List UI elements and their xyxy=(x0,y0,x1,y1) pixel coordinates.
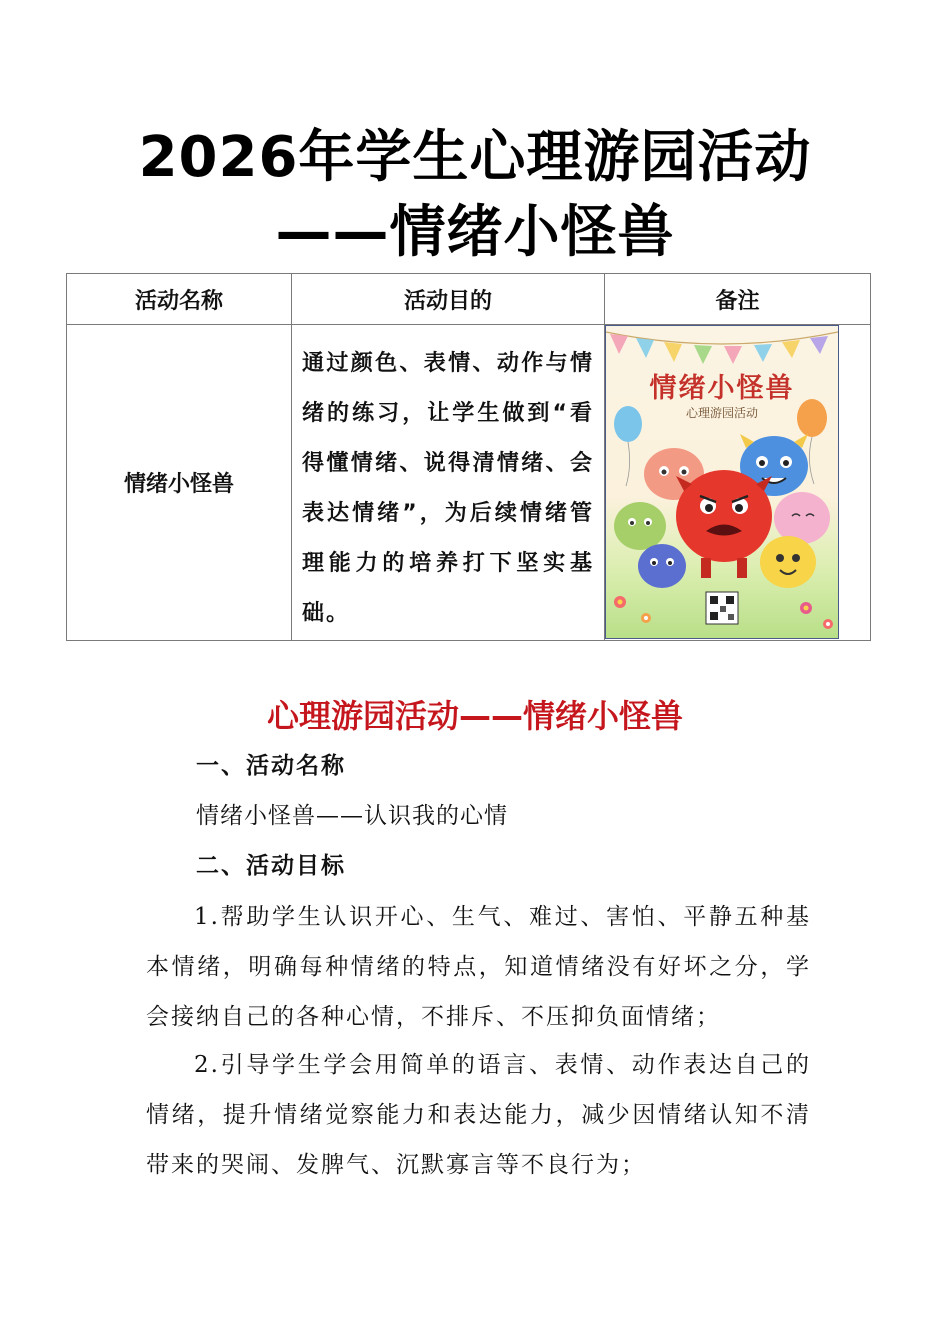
notes-cell xyxy=(605,325,871,641)
goal-paragraph-1: 1.帮助学生认识开心、生气、难过、害怕、平静五种基本情绪，明确每种情绪的特点，知道情绪没有好坏之分，学会接纳自己的各种心情，不排斥、不压抑负面情绪； xyxy=(146,904,811,1030)
section1-title: 一、活动名称 xyxy=(196,753,346,779)
header-activity-name: 活动名称 xyxy=(67,274,292,325)
section1-text: 情绪小怪兽——认识我的心情 xyxy=(196,803,508,829)
goal-paragraph-2: 2.引导学生学会用简单的语言、表情、动作表达自己的情绪，提升情绪觉察能力和表达能力，减少因情绪认知不清带来的哭闹、发脾气、沉默寡言等不良行为； xyxy=(146,1052,811,1178)
table-row xyxy=(67,325,871,641)
document-title-line1: 2026年学生心理游园活动 xyxy=(138,125,812,190)
header-activity-purpose: 活动目的 xyxy=(292,274,605,325)
poster-title: 情绪小怪兽 xyxy=(649,373,795,404)
poster-subtitle: 心理游园活动 xyxy=(685,406,758,420)
header-notes: 备注 xyxy=(605,274,871,325)
document-title-line2: ——情绪小怪兽 xyxy=(275,200,675,265)
table-header-row xyxy=(67,274,871,325)
activity-purpose-cell: 通过颜色、表情、动作与情绪的练习，让学生做到“看得懂情绪、说得清情绪、会表达情绪”，为后续情绪管理能力的培养打下坚实基础。 xyxy=(292,325,605,641)
section2-title: 二、活动目标 xyxy=(196,853,346,879)
activity-name-cell: 情绪小怪兽 xyxy=(67,325,292,641)
poster-image xyxy=(605,325,839,639)
section-heading: 心理游园活动——情绪小怪兽 xyxy=(266,697,683,735)
activity-table xyxy=(66,273,871,641)
